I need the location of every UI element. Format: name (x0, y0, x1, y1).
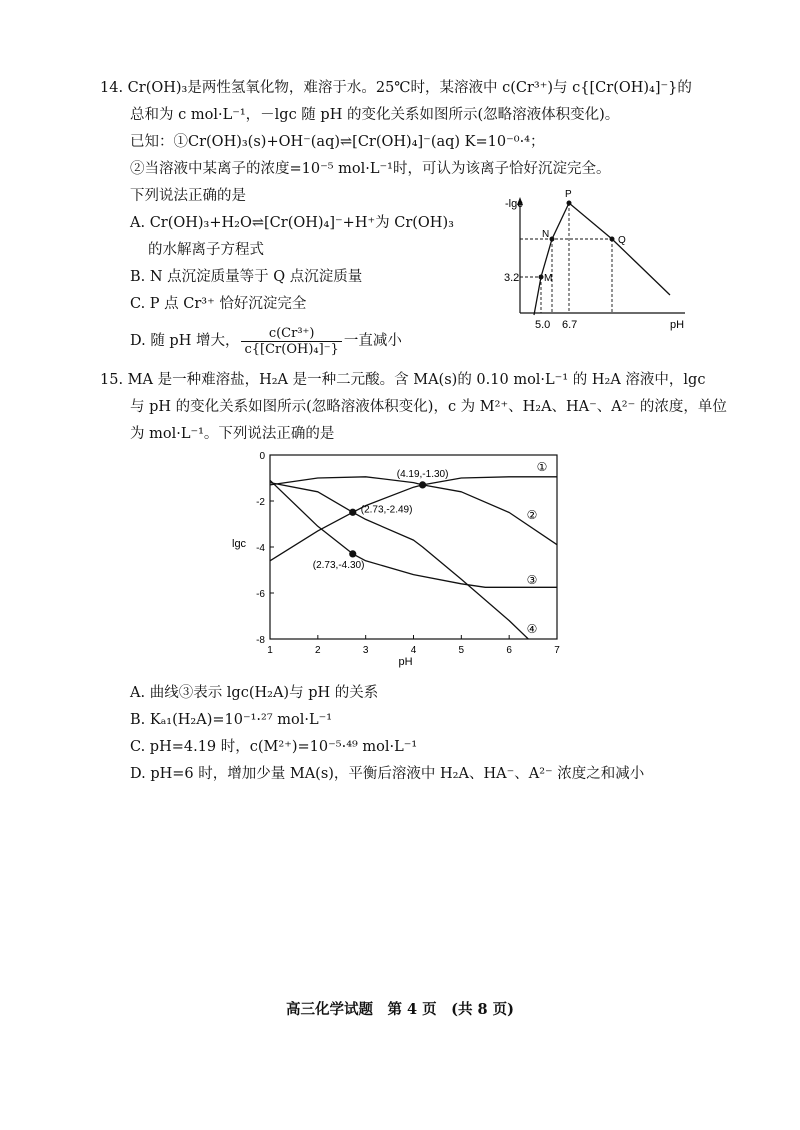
q14-line1: 14. Cr(OH)₃是两性氢氧化物，难溶于水。25℃时，某溶液中 c(Cr³⁺)与 c{[Cr(OH)₄]⁻}的 (100, 80, 692, 96)
q14-ylabel: -lgc (505, 198, 523, 210)
q14-xtick-67: 6.7 (562, 319, 578, 331)
q14-point-n (550, 237, 555, 242)
q14-label-m: M (544, 273, 553, 284)
q15-option-c: C. pH=4.19 时，c(M²⁺)=10⁻⁵·⁴⁹ mol·L⁻¹ (130, 739, 418, 755)
q15-annotation-label: (2.73,-2.49) (360, 504, 413, 516)
q15-series-line (270, 485, 557, 561)
q15-annotation-point (349, 550, 356, 557)
q14-label-p: P (565, 189, 572, 200)
page-footer: 高三化学试题 第 4 页 (共 8 页) (285, 1001, 515, 1018)
q14-option-a-line2: 的水解离子方程式 (148, 242, 264, 258)
q15-xtick-label: 2 (315, 645, 321, 656)
fraction-numerator: c(Cr³⁺) (241, 326, 341, 342)
q14-ytick: 3.2 (504, 272, 520, 284)
q15-ylabel: lgc (232, 538, 247, 550)
q15-xlabel: pH (398, 656, 413, 668)
q14-line3: 已知：①Cr(OH)₃(s)+OH⁻(aq)⇌[Cr(OH)₄]⁻(aq) K=10⁻⁰·⁴； (130, 134, 545, 150)
q14-option-d-suffix: 一直减小 (343, 333, 402, 349)
q14-graph (490, 185, 690, 335)
q14-curve (534, 203, 670, 315)
q15-option-a: A. 曲线③表示 lgc(H₂A)与 pH 的关系 (130, 685, 379, 701)
q14-line2: 总和为 c mol·L⁻¹，－lgc 随 pH 的变化关系如图所示(忽略溶液体积变化)。 (130, 107, 620, 123)
q15-series-label: ① (536, 460, 548, 474)
q15-ytick-label: -2 (256, 497, 265, 508)
q15-annotation-label: (4.19,-1.30) (396, 468, 449, 480)
q14-point-m (539, 275, 544, 280)
q14-label-q: Q (618, 235, 626, 246)
q14-line4: ②当溶液中某离子的浓度=10⁻⁵ mol·L⁻¹时，可认为该离子恰好沉淀完全。 (130, 161, 611, 177)
q15-ytick-label: -6 (256, 589, 265, 600)
q15-xtick-label: 7 (554, 645, 560, 656)
q15-line2: 与 pH 的变化关系如图所示(忽略溶液体积变化)，c 为 M²⁺、H₂A、HA⁻、A²⁻ 的浓度，单位 (130, 399, 727, 415)
fraction-denominator: c{[Cr(OH)₄]⁻} (244, 341, 339, 357)
q14-line5: 下列说法正确的是 (130, 188, 246, 204)
q15-option-d: D. pH=6 时，增加少量 MA(s)，平衡后溶液中 H₂A、HA⁻、A²⁻ 浓度之和减小 (130, 766, 645, 782)
q15-line3: 为 mol·L⁻¹。下列说法正确的是 (130, 426, 335, 442)
q14-option-d-prefix: D. 随 pH 增大， (130, 333, 240, 349)
q15-annotation-point (349, 509, 356, 516)
q15-annotation-label: (2.73,-4.30) (312, 559, 365, 571)
q14-point-q (610, 237, 615, 242)
q14-option-d (130, 322, 402, 360)
q14-option-d-fraction (241, 326, 341, 357)
q15-series-label: ④ (526, 622, 538, 636)
q15-line1: 15. MA 是一种难溶盐，H₂A 是一种二元酸。含 MA(s)的 0.10 mol·L⁻¹ 的 H₂A 溶液中，lgc (100, 372, 706, 388)
q14-option-a-line1: A. Cr(OH)₃+H₂O⇌[Cr(OH)₄]⁻+H⁺为 Cr(OH)₃ (130, 215, 454, 231)
q14-option-c: C. P 点 Cr³⁺ 恰好沉淀完全 (130, 296, 307, 312)
q15-ytick-label: 0 (259, 451, 265, 462)
q15-xtick-label: 6 (506, 645, 512, 656)
q14-option-b: B. N 点沉淀质量等于 Q 点沉淀质量 (130, 269, 363, 285)
q14-label-n: N (542, 229, 550, 240)
q15-xtick-label: 4 (410, 645, 417, 656)
q15-annotation-point (419, 481, 426, 488)
q15-option-b: B. Kₐ₁(H₂A)=10⁻¹·²⁷ mol·L⁻¹ (130, 712, 333, 728)
q15-series-label: ② (526, 508, 538, 522)
q15-ytick-label: -4 (256, 543, 265, 554)
q14-point-p (567, 201, 572, 206)
q15-series-label: ③ (526, 573, 538, 587)
q15-xtick-label: 1 (267, 645, 273, 656)
q15-xtick-label: 3 (362, 645, 369, 656)
q14-xtick-5: 5.0 (535, 319, 551, 331)
q15-chart (222, 447, 572, 672)
q15-ytick-label: -8 (256, 635, 265, 646)
q14-xlabel: pH (670, 319, 685, 331)
q15-xtick-label: 5 (458, 645, 465, 656)
